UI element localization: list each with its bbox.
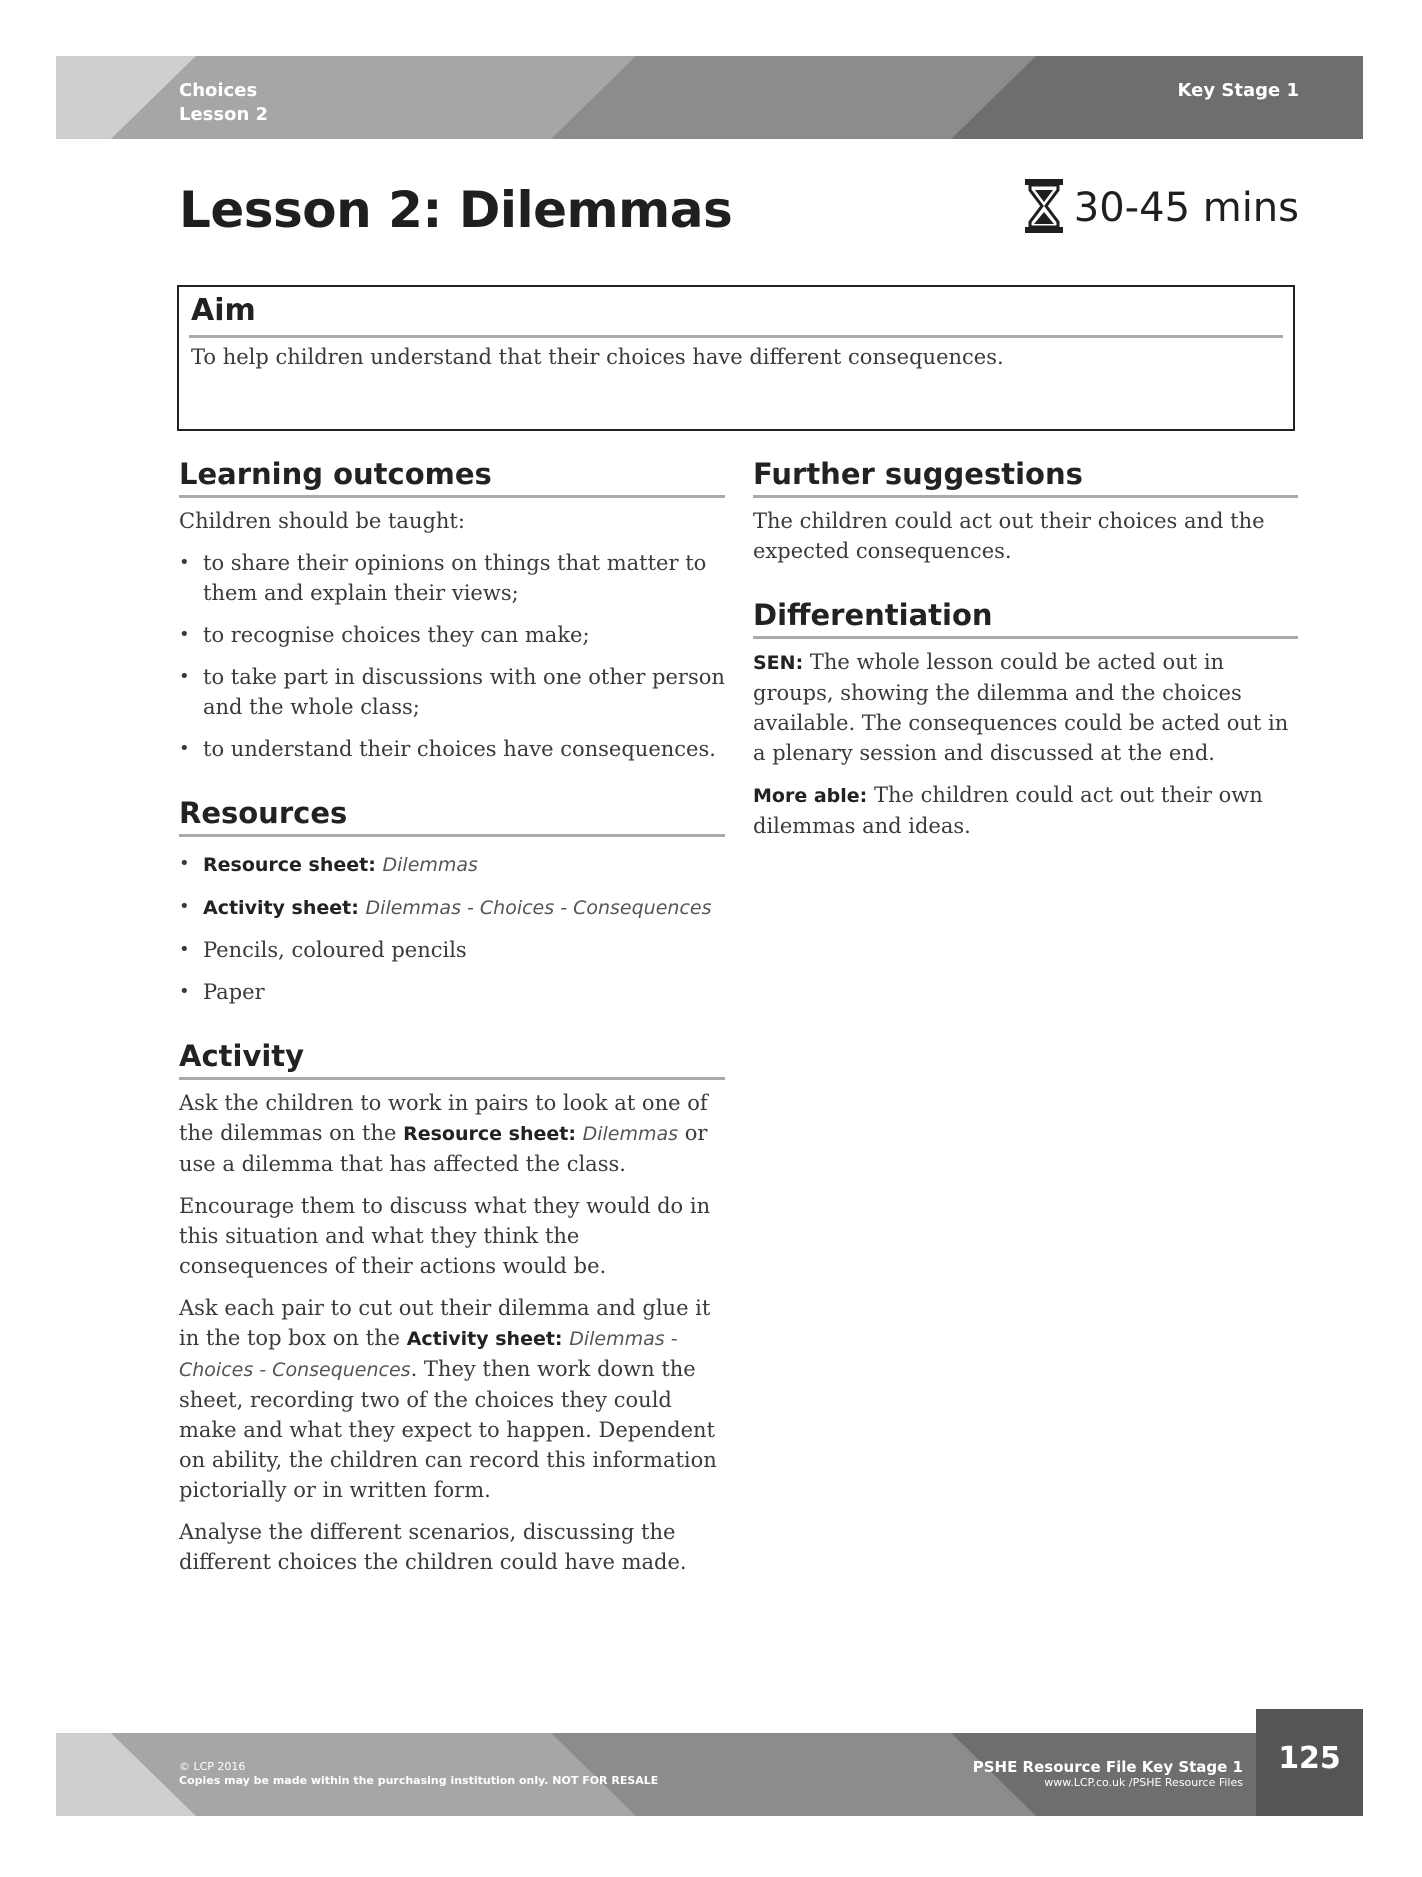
- left-column: [179, 455, 725, 1577]
- learning-outcomes-intro: Children should be taught:: [179, 509, 465, 533]
- sen-paragraph: [753, 647, 1298, 768]
- page-title: Lesson 2: Dilemmas: [179, 181, 733, 239]
- list-item: • to share their opinions on things that matter to them and explain their views;: [179, 548, 725, 608]
- page-number: 125: [1256, 1709, 1363, 1816]
- resources-list: [179, 849, 725, 1007]
- product-url: www.LCP.co.uk /PSHE Resource Files: [1044, 1776, 1243, 1789]
- text-run: The whole lesson could be acted out in groups, showing the dilemma and the choices available. The consequences could be acted out in a plenary session and discussed at the end.: [753, 650, 1289, 765]
- right-column: [753, 455, 1298, 841]
- learning-outcomes-heading: Learning outcomes: [179, 455, 725, 498]
- resource-label: Activity sheet:: [406, 1328, 563, 1350]
- footer-copyright: [179, 1760, 658, 1788]
- activity-paragraph: [179, 1088, 725, 1179]
- duration-text: 30-45 mins: [1073, 185, 1299, 231]
- further-suggestions-text: The children could act out their choices and the expected consequences.: [753, 509, 1265, 563]
- activity-paragraph: Encourage them to discuss what they would do in this situation and what they think the consequences of their actions would be.: [179, 1194, 711, 1278]
- resale-notice: Copies may be made within the purchasing institution only. NOT FOR RESALE: [179, 1774, 659, 1787]
- hourglass-icon: [1024, 178, 1064, 238]
- list-item: [179, 849, 725, 880]
- aim-box: [177, 285, 1295, 431]
- activity-paragraph: Analyse the different scenarios, discussing the different choices the children could have made.: [179, 1520, 687, 1574]
- resource-title: Dilemmas - Choices - Consequences: [179, 1328, 678, 1381]
- learning-outcomes-list: [179, 548, 725, 764]
- header-topic-name: Choices: [179, 80, 258, 101]
- list-item: • to take part in discussions with one other person and the whole class;: [179, 662, 725, 722]
- product-title: PSHE Resource File Key Stage 1: [972, 1758, 1243, 1776]
- sen-label: SEN:: [753, 652, 804, 674]
- text-run: The children could act out their own dilemmas and ideas.: [753, 783, 1263, 838]
- footer-product: [973, 1759, 1243, 1791]
- header-band: [56, 56, 1363, 139]
- header-lesson: Lesson 2: [179, 104, 269, 125]
- activity-paragraph: [179, 1293, 725, 1505]
- text-run: Ask each pair to cut out their dilemma and glue it in the top box on the: [179, 1296, 711, 1350]
- aim-heading: Aim: [191, 293, 256, 328]
- duration: [1024, 178, 1299, 238]
- more-able-label: More able:: [753, 785, 868, 807]
- list-item: • to understand their choices have consequences.: [179, 734, 725, 764]
- resource-title: Dilemmas: [582, 1123, 679, 1145]
- list-item: [179, 892, 725, 923]
- footer-band: [56, 1733, 1363, 1816]
- header-topic: [179, 79, 268, 127]
- resource-label: Resource sheet:: [203, 854, 376, 876]
- further-suggestions-heading: Further suggestions: [753, 455, 1298, 498]
- resource-label: Activity sheet:: [203, 897, 359, 919]
- more-able-paragraph: [753, 780, 1298, 841]
- activity-heading: Activity: [179, 1037, 725, 1080]
- aim-text: To help children understand that their choices have different consequences.: [191, 345, 1004, 369]
- list-item: • to recognise choices they can make;: [179, 620, 725, 650]
- resources-heading: Resources: [179, 794, 725, 837]
- list-item: • Pencils, coloured pencils: [179, 935, 725, 965]
- text-run: or use a dilemma that has affected the class.: [179, 1121, 708, 1176]
- resource-label: Resource sheet:: [403, 1123, 576, 1145]
- header-key-stage: Key Stage 1: [1177, 80, 1299, 101]
- copyright-text: © LCP 2016: [179, 1760, 246, 1773]
- resource-title: Dilemmas - Choices - Consequences: [365, 897, 712, 919]
- text-run: Ask the children to work in pairs to look at one of the dilemmas on the: [179, 1091, 708, 1145]
- aim-divider: [189, 335, 1283, 338]
- resource-title: Dilemmas: [382, 854, 478, 876]
- differentiation-heading: Differentiation: [753, 596, 1298, 639]
- text-run: . They then work down the sheet, recording two of the choices they could make and what they expect to happen. Dependent on ability, the children can record this information pictorially or in written form.: [179, 1357, 717, 1502]
- list-item: • Paper: [179, 977, 725, 1007]
